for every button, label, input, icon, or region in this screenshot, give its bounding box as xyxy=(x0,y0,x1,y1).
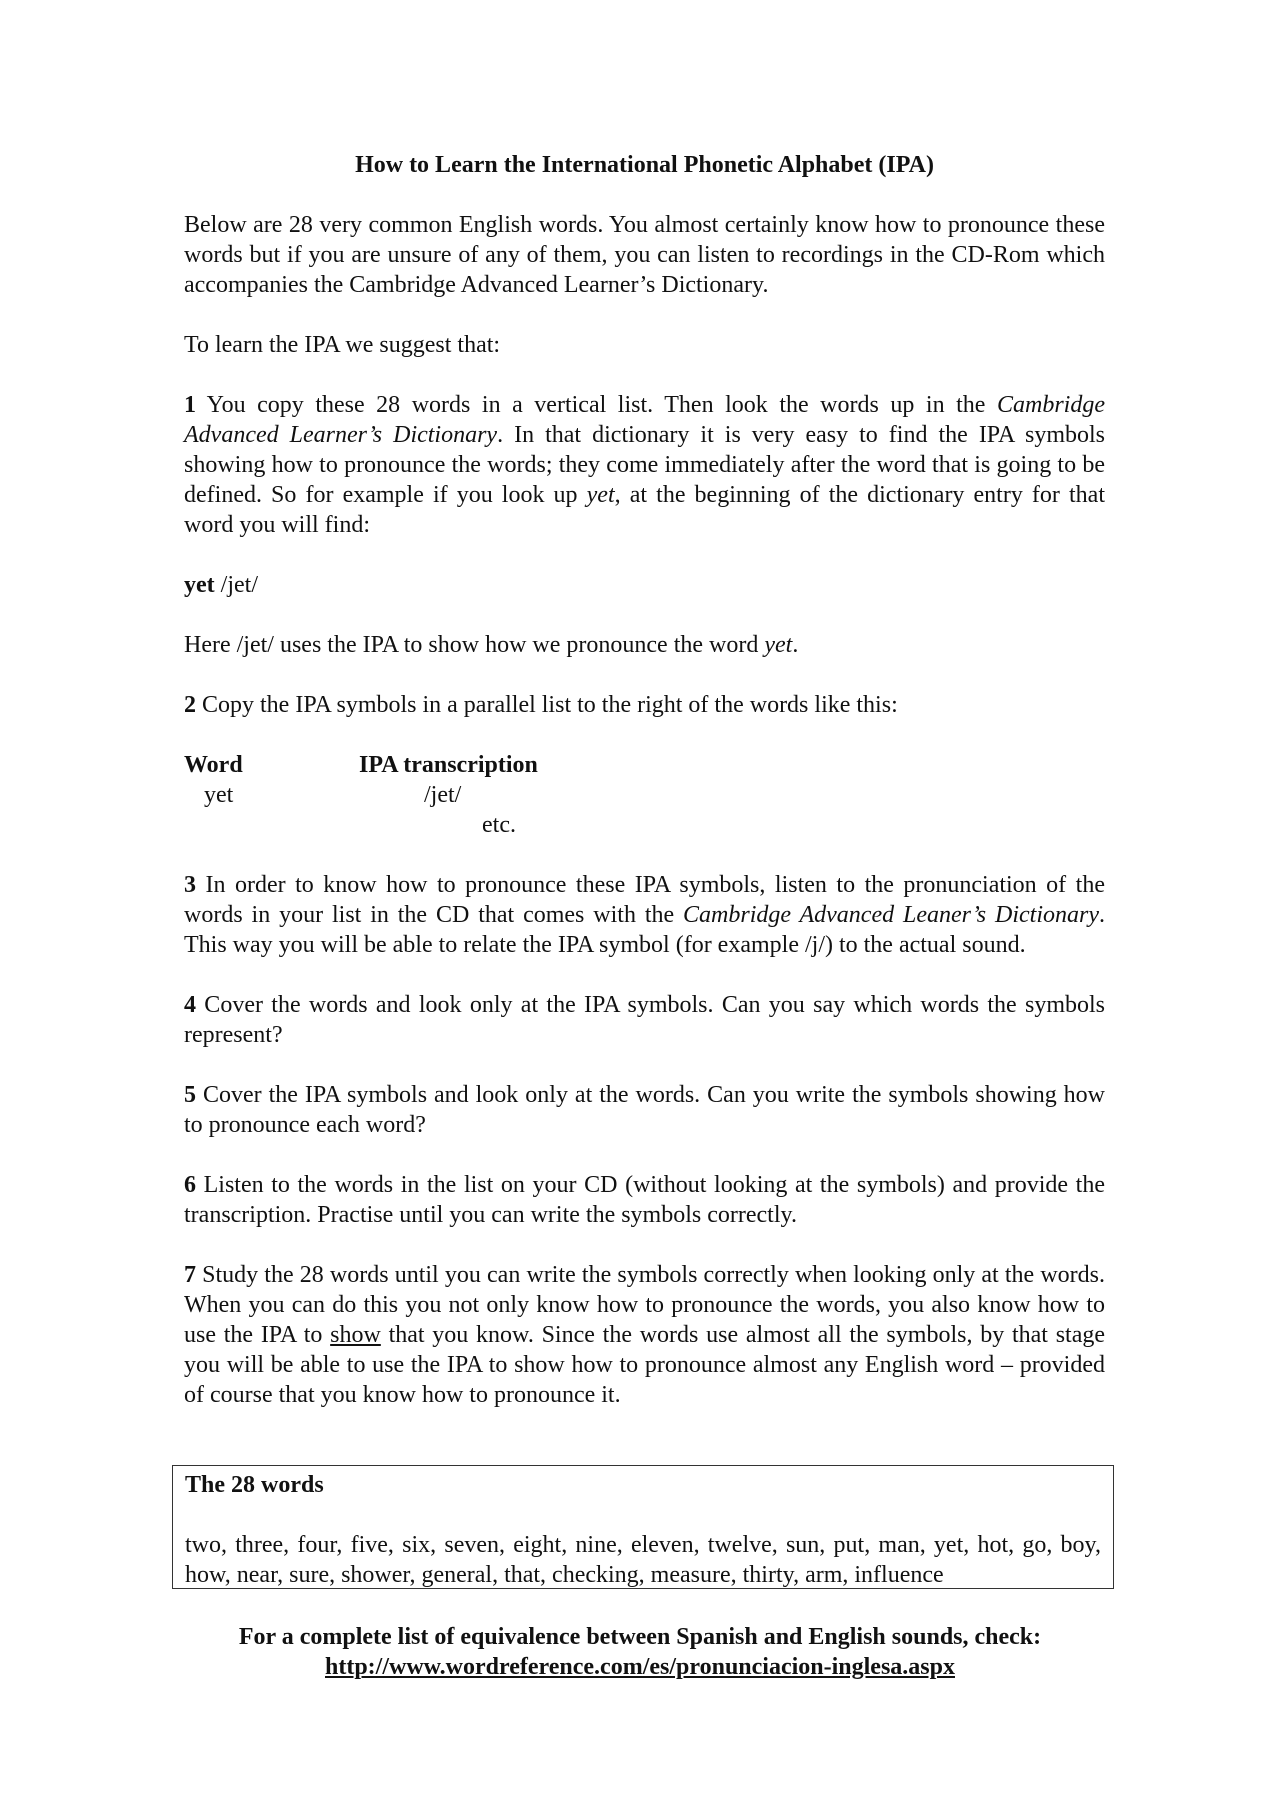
step-number: 5 xyxy=(184,1082,196,1108)
box-words: two, three, four, five, six, seven, eight, nine, eleven, twelve, sun, put, man, yet, hot, go, boy, how, near, sure, shower, general, that, checking, measure, thirty, arm, influence xyxy=(185,1532,1101,1588)
step-2: 2 Copy the IPA symbols in a parallel list to the right of the words like this: xyxy=(184,692,898,718)
step-6: 6 Listen to the words in the list on your CD (without looking at the symbols) and provide the transcription. Practise until you can write the symbols correctly. xyxy=(184,1172,1105,1228)
step-3: 3 In order to know how to pronounce these IPA symbols, listen to the pronunciation of the words in your list in the CD that comes with the Cambridge Advanced Leaner’s Dictionary. This way you will be able to relate the IPA symbol (for example /j/) to the actual sound. xyxy=(184,872,1105,958)
table-header xyxy=(184,750,1105,780)
footer-link[interactable]: http://www.wordreference.com/es/pronunciacion-inglesa.aspx xyxy=(325,1654,955,1680)
footer-text: For a complete list of equivalence between Spanish and English sounds, check: xyxy=(238,1624,1042,1650)
cell-word: yet xyxy=(204,782,234,808)
page-title: How to Learn the International Phonetic Alphabet (IPA) xyxy=(355,152,934,178)
document-body xyxy=(184,150,1105,1440)
column-ipa: IPA transcription xyxy=(359,752,538,778)
words-box xyxy=(172,1465,1114,1589)
step-1: 1 You copy these 28 words in a vertical list. Then look the words up in the Cambridge Advanced Learner’s Dictionary. In that dictionary it is very easy to find the IPA symbols showing how to pronounce the words; they come immediately after the word that is going to be defined. So for example if you look up yet, at the beginning of the dictionary entry for that word you will find: xyxy=(184,392,1105,538)
here-paragraph: Here /jet/ uses the IPA to show how we pronounce the word yet. xyxy=(184,632,799,658)
step-number: 1 xyxy=(184,392,196,418)
step-number: 2 xyxy=(184,692,196,718)
box-title: The 28 words xyxy=(185,1472,324,1498)
suggest-paragraph: To learn the IPA we suggest that: xyxy=(184,332,501,358)
step-number: 4 xyxy=(184,992,196,1018)
example-entry: yet /jet/ xyxy=(184,572,258,598)
step-4: 4 Cover the words and look only at the IPA symbols. Can you say which words the symbols represent? xyxy=(184,992,1105,1048)
step-5: 5 Cover the IPA symbols and look only at the words. Can you write the symbols showing how to pronounce each word? xyxy=(184,1082,1105,1138)
ipa-table xyxy=(184,750,1105,840)
intro-paragraph: Below are 28 very common English words. You almost certainly know how to pronounce these words but if you are unsure of any of them, you can listen to recordings in the CD-Rom which accompanies the Cambridge Advanced Learner’s Dictionary. xyxy=(184,212,1105,298)
step-number: 3 xyxy=(184,872,196,898)
table-row xyxy=(184,780,1105,810)
table-etc: etc. xyxy=(482,812,516,838)
footer xyxy=(160,1622,1120,1682)
column-word: Word xyxy=(184,752,243,778)
step-number: 6 xyxy=(184,1172,196,1198)
step-7: 7 Study the 28 words until you can write the symbols correctly when looking only at the words. When you can do this you not only know how to pronounce the words, you also know how to use the IPA to show that you know. Since the words use almost all the symbols, by that stage you will be able to use the IPA to show how to pronounce almost any English word – provided of course that you know how to pronounce it. xyxy=(184,1262,1106,1408)
step-number: 7 xyxy=(184,1262,196,1288)
cell-ipa: /jet/ xyxy=(424,782,462,808)
